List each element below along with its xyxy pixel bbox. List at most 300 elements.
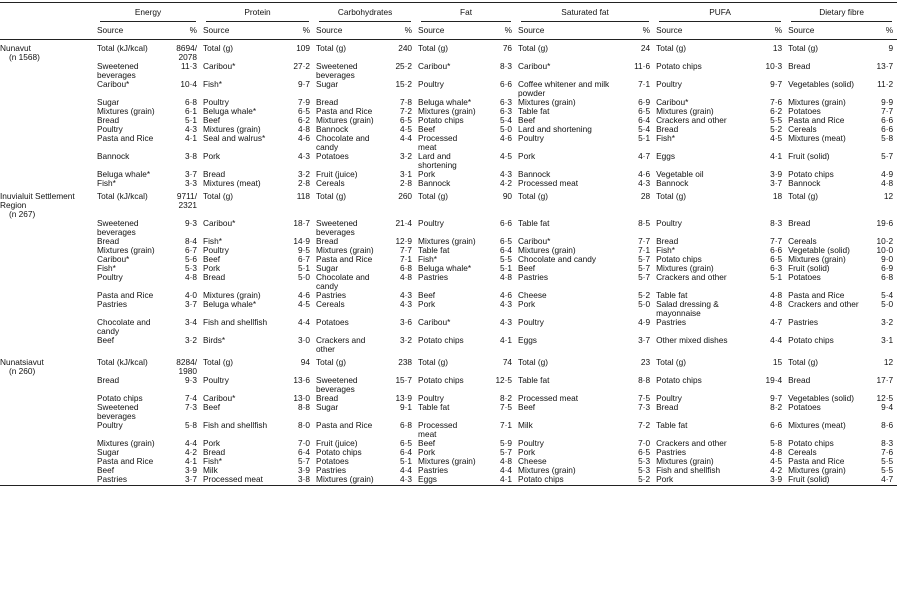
percent-cell: 6·8 (400, 421, 413, 430)
source-cell: Pastries (518, 273, 549, 282)
table-row (0, 300, 897, 318)
region-cell (0, 466, 95, 475)
percent-cell: 13·9 (395, 394, 413, 403)
percent-cell: 5·5 (770, 116, 783, 125)
source-cell: Poultry (97, 273, 123, 282)
region-cell (0, 237, 95, 246)
source-cell: Mixtures (grain) (314, 475, 390, 486)
percent-cell: 3·8 (286, 475, 314, 486)
percent-cell: 4·8 (400, 273, 413, 282)
region-cell (0, 300, 95, 318)
source-cell: Total (g) (316, 357, 347, 367)
percent-cell: 5·2 (628, 475, 654, 486)
percent-cell: 17·7 (876, 376, 894, 385)
percent-cell: 8·8 (638, 376, 651, 385)
percent-cell: 21·4 (395, 219, 413, 228)
source-cell: Processed meat (518, 179, 578, 188)
table-row (0, 219, 897, 237)
source-cell: Vegetables (solid) (788, 394, 855, 403)
source-cell: Beef (203, 403, 221, 412)
percent-cell: 5·1 (298, 264, 311, 273)
table-row (0, 255, 897, 264)
source-cell: Fish and shellfish (203, 421, 268, 430)
source-cell: Bread (788, 62, 811, 71)
percent-cell: 3·8 (185, 152, 198, 161)
percent-cell: 6·6 (500, 219, 513, 228)
source-cell: Pasta and Rice (97, 457, 154, 466)
percent-cell: 13·6 (293, 376, 311, 385)
source-cell: Pastries (97, 300, 127, 309)
source-cell: Total (kJ/kcal) (97, 43, 148, 53)
source-cell: Bannock (418, 179, 451, 188)
table-row (0, 336, 897, 354)
percent-cell: 6·8 (400, 264, 413, 273)
percent-cell: 27·2 (293, 62, 311, 71)
percent-cell: 8·6 (881, 421, 894, 430)
source-cell: Crackers and other (656, 273, 727, 282)
source-cell: Fruit (solid) (788, 152, 830, 161)
source-cell: Pork (203, 152, 221, 161)
table-row (0, 170, 897, 179)
percent-cell: 18·7 (293, 219, 311, 228)
table-row (0, 116, 897, 125)
percent-cell: 6·7 (185, 246, 198, 255)
source-cell: Fish* (203, 457, 222, 466)
percent-cell: 10·4 (180, 80, 198, 89)
percent-cell: 4·5 (770, 134, 783, 143)
source-cell: Pork (518, 152, 536, 161)
percent-cell: 5·7 (500, 448, 513, 457)
source-cell: Bread (788, 376, 811, 385)
percent-cell: 9 (888, 43, 894, 53)
source-cell: Sweetened beverages (316, 62, 358, 80)
percent-cell: 15·2 (395, 80, 413, 89)
source-cell: Poultry (203, 98, 229, 107)
percent-cell: 11·3 (181, 62, 198, 71)
source-cell: Total (g) (316, 191, 347, 201)
source-cell: Pork (518, 448, 536, 457)
percent-cell: 118 (296, 191, 311, 201)
source-cell: Pasta and Rice (316, 255, 373, 264)
percent-cell: 4·8 (881, 179, 894, 188)
percent-cell: 7·0 (638, 439, 651, 448)
source-cell: Chocolate and candy (518, 255, 597, 264)
source-cell: Caribou* (518, 237, 551, 246)
source-cell: Mixtures (meat) (788, 134, 846, 143)
source-cell: Total (g) (203, 191, 233, 201)
percent-cell: 9·1 (400, 403, 413, 412)
percent-cell: 109 (296, 43, 311, 53)
source-cell: Processed meat (418, 134, 458, 152)
region-cell (0, 421, 95, 439)
header-group-label: Carbohydrates (319, 3, 411, 22)
source-cell: Bread (97, 376, 120, 385)
source-cell: Total (g) (788, 357, 819, 367)
source-cell: Poultry (418, 394, 444, 403)
region-cell (0, 80, 95, 98)
source-cell: Fish* (203, 237, 222, 246)
source-cell: Pasta and Rice (788, 457, 845, 466)
table-row (0, 188, 897, 219)
table-header (0, 3, 897, 40)
percent-cell: 25·2 (395, 62, 413, 71)
source-cell: Coffee whitener and milk powder (518, 80, 610, 98)
percent-cell: 4·7 (638, 152, 651, 161)
percent-cell: 5·6 (185, 255, 198, 264)
source-cell: Fish* (203, 80, 222, 89)
percent-cell: 4·3 (390, 475, 416, 486)
source-cell: Mixtures (grain) (418, 237, 476, 246)
header-corner-sub (0, 22, 95, 40)
source-cell: Poultry (203, 246, 229, 255)
percent-cell: 3·1 (881, 336, 894, 345)
percent-cell: 4·4 (400, 466, 413, 475)
region-cell (0, 125, 95, 134)
percent-cell: 6·3 (770, 264, 783, 273)
source-cell: Sweetened beverages (97, 219, 139, 237)
source-cell: Total (kJ/kcal) (97, 357, 148, 367)
source-cell: Beef (418, 291, 436, 300)
percent-cell: 4·4 (400, 134, 413, 143)
percent-cell: 4·3 (638, 179, 651, 188)
header-source-label: Source (201, 22, 286, 40)
table-row (0, 439, 897, 448)
percent-cell: 5·2 (638, 291, 651, 300)
source-cell: Beef (203, 116, 221, 125)
source-cell: Pastries (418, 466, 449, 475)
percent-cell: 7·3 (185, 403, 198, 412)
source-cell: Beef (518, 116, 536, 125)
percent-cell: 5·8 (185, 421, 198, 430)
header-source-label: Source (416, 22, 490, 40)
percent-cell: 24 (640, 43, 651, 53)
header-percent-label: % (628, 22, 654, 40)
percent-cell: 5·0 (881, 300, 894, 309)
percent-cell: 4·1 (500, 336, 513, 345)
source-cell: Total (g) (788, 191, 819, 201)
percent-cell: 3·2 (400, 152, 413, 161)
source-cell: Sweetened beverages (97, 62, 139, 80)
source-cell: Mixtures (meat) (203, 179, 261, 188)
percent-cell: 7·6 (770, 98, 783, 107)
source-cell: Mixtures (meat) (788, 421, 846, 430)
source-cell: Beluga whale* (203, 300, 257, 309)
source-cell: Fish* (656, 134, 675, 143)
source-cell: Mixtures (grain) (203, 291, 261, 300)
source-cell: Pasta and Rice (316, 107, 373, 116)
percent-cell: 8·3 (500, 62, 513, 71)
source-cell: Caribou* (203, 219, 236, 228)
source-cell: Caribou* (97, 80, 130, 89)
table-row (0, 246, 897, 255)
percent-cell: 4·8 (770, 300, 783, 309)
source-cell: Chocolate and candy (316, 134, 370, 152)
region-cell (0, 116, 95, 125)
table-row (0, 80, 897, 98)
source-cell: Sweetened beverages (316, 376, 358, 394)
source-cell: Total (g) (518, 43, 549, 53)
percent-cell: 4·8 (500, 457, 513, 466)
header-group-label: PUFA (659, 3, 781, 22)
source-cell: Cereals (788, 448, 817, 457)
source-cell: Potatoes (788, 403, 821, 412)
source-cell: Pastries (95, 475, 173, 486)
header-group-label: Energy (100, 3, 196, 22)
percent-cell: 7·1 (500, 421, 513, 430)
percent-cell: 4·9 (638, 318, 651, 327)
percent-cell: 260 (398, 191, 413, 201)
source-cell: Total (g) (203, 357, 233, 367)
percent-cell: 4·6 (298, 291, 311, 300)
percent-cell: 6·9 (638, 98, 651, 107)
source-cell: Potato chips (656, 376, 702, 385)
header-group-3 (416, 3, 516, 23)
source-cell: Potatoes (788, 273, 821, 282)
percent-cell: 4·2 (770, 466, 783, 475)
source-cell: Eggs (518, 336, 537, 345)
source-cell: Pastries (656, 318, 687, 327)
source-cell: Sugar (97, 98, 120, 107)
source-cell: Caribou* (656, 98, 689, 107)
percent-cell: 7·5 (500, 403, 513, 412)
source-cell: Poultry (518, 134, 544, 143)
source-cell: Potatoes (316, 457, 349, 466)
table-row (0, 237, 897, 246)
percent-cell: 18 (772, 191, 783, 201)
table-row (0, 62, 897, 80)
region-section (0, 40, 897, 189)
source-cell: Total (g) (788, 43, 819, 53)
region-cell (0, 107, 95, 116)
region-name: Inuvialuit Settlement Region (0, 191, 75, 210)
percent-cell: 5·1 (638, 134, 651, 143)
source-cell: Milk (518, 421, 533, 430)
percent-cell: 5·2 (770, 125, 783, 134)
source-cell: Mixtures (grain) (788, 98, 846, 107)
source-cell: Bread (203, 170, 226, 179)
source-cell: Pork (654, 475, 760, 486)
percent-cell: 4·6 (298, 134, 311, 143)
source-cell: Bannock (316, 125, 349, 134)
region-cell (0, 152, 95, 170)
table-row (0, 107, 897, 116)
header-source-label: Source (786, 22, 870, 40)
percent-cell: 15 (772, 357, 783, 367)
source-cell: Poultry (418, 80, 444, 89)
percent-cell: 19·4 (765, 376, 783, 385)
percent-cell: 10·0 (876, 246, 894, 255)
source-cell: Fish* (656, 246, 675, 255)
percent-cell: 240 (398, 43, 413, 53)
percent-cell: 8284/ 1980 (176, 357, 198, 376)
source-cell: Bread (656, 237, 679, 246)
header-group-2 (314, 3, 416, 23)
source-cell: Birds* (203, 336, 226, 345)
percent-cell: 12·5 (495, 376, 513, 385)
source-cell: Beef (418, 125, 436, 134)
source-cell: Fruit (juice) (316, 170, 358, 179)
source-cell: Eggs (656, 152, 675, 161)
header-group-0 (95, 3, 201, 23)
percent-cell: 3·2 (881, 318, 894, 327)
percent-cell: 3·9 (298, 466, 311, 475)
region-cell (0, 40, 95, 63)
table-row (0, 475, 897, 486)
table-row (0, 457, 897, 466)
percent-cell: 10·2 (876, 237, 894, 246)
header-source-label: Source (95, 22, 173, 40)
percent-cell: 5·9 (500, 439, 513, 448)
source-cell: Total (g) (518, 357, 549, 367)
percent-cell: 12 (883, 191, 894, 201)
table-row (0, 40, 897, 63)
header-percent-label: % (390, 22, 416, 40)
source-cell: Beef (97, 336, 115, 345)
source-cell: Other mixed dishes (656, 336, 728, 345)
percent-cell: 23 (640, 357, 651, 367)
percent-cell: 4·4 (298, 318, 311, 327)
percent-cell: 9·5 (298, 246, 311, 255)
source-cell: Beluga whale* (418, 264, 472, 273)
percent-cell: 74 (502, 357, 513, 367)
percent-cell: 5·0 (638, 300, 651, 309)
source-cell: Beef (418, 439, 436, 448)
region-cell (0, 188, 95, 219)
percent-cell: 4·0 (185, 291, 198, 300)
region-cell (0, 439, 95, 448)
source-cell: Fish* (418, 255, 437, 264)
source-cell: Processed meat (518, 394, 578, 403)
source-cell: Total (g) (203, 43, 233, 53)
percent-cell: 3·0 (298, 336, 311, 345)
source-cell: Potato chips (788, 336, 834, 345)
header-group-row (0, 3, 897, 23)
percent-cell: 6·4 (500, 246, 513, 255)
source-cell: Crackers and other (316, 336, 366, 354)
source-cell: Mixtures (grain) (518, 98, 576, 107)
region-cell (0, 376, 95, 394)
source-cell: Bread (316, 98, 339, 107)
percent-cell: 5·3 (185, 264, 198, 273)
source-cell: Sugar (316, 264, 339, 273)
percent-cell: 6·5 (638, 448, 651, 457)
source-cell: Crackers and other (656, 439, 727, 448)
source-cell: Table fat (518, 219, 550, 228)
table-row (0, 318, 897, 336)
region-cell (0, 98, 95, 107)
source-cell: Cheese (518, 291, 547, 300)
source-cell: Poultry (656, 80, 682, 89)
percent-cell: 4·1 (770, 152, 783, 161)
percent-cell: 9·7 (770, 394, 783, 403)
source-cell: Poultry (656, 219, 682, 228)
percent-cell: 8694/ 2078 (176, 43, 198, 62)
source-cell: Potato chips (656, 255, 702, 264)
percent-cell: 3·2 (400, 336, 413, 345)
percent-cell: 11·6 (634, 62, 651, 71)
percent-cell: 4·7 (770, 318, 783, 327)
region-cell (0, 170, 95, 179)
percent-cell: 7·7 (638, 237, 651, 246)
percent-cell: 4·3 (185, 125, 198, 134)
percent-cell: 94 (300, 357, 311, 367)
source-cell: Sugar (316, 80, 339, 89)
source-cell: Pork (418, 300, 436, 309)
percent-cell: 3·7 (185, 170, 198, 179)
percent-cell: 6·5 (638, 107, 651, 116)
source-cell: Pastries (788, 318, 819, 327)
source-cell: Chocolate and candy (316, 273, 370, 291)
source-cell: Table fat (656, 421, 688, 430)
header-source-label: Source (314, 22, 390, 40)
percent-cell: 8·3 (770, 219, 783, 228)
percent-cell: 8·2 (500, 394, 513, 403)
percent-cell: 4·3 (500, 170, 513, 179)
source-cell: Poultry (97, 421, 123, 430)
percent-cell: 4·8 (770, 291, 783, 300)
percent-cell: 4·1 (490, 475, 516, 486)
source-cell: Pasta and Rice (316, 421, 373, 430)
region-cell (0, 255, 95, 264)
percent-cell: 6·3 (500, 107, 513, 116)
percent-cell: 4·4 (500, 466, 513, 475)
percent-cell: 4·5 (770, 457, 783, 466)
source-cell: Pasta and Rice (97, 134, 154, 143)
percent-cell: 4·3 (400, 291, 413, 300)
percent-cell: 7·8 (400, 98, 413, 107)
source-cell: Poultry (518, 439, 544, 448)
source-cell: Caribou* (518, 62, 551, 71)
percent-cell: 5·7 (881, 152, 894, 161)
source-cell: Pork (203, 264, 221, 273)
percent-cell: 6·4 (400, 448, 413, 457)
header-percent-label: % (286, 22, 314, 40)
percent-cell: 4·3 (400, 300, 413, 309)
percent-cell: 12·5 (876, 394, 894, 403)
source-cell: Mixtures (grain) (97, 246, 155, 255)
region-cell (0, 403, 95, 421)
source-cell: Bannock (788, 179, 821, 188)
header-percent-label: % (760, 22, 786, 40)
source-cell: Total (g) (418, 357, 449, 367)
percent-cell: 6·8 (881, 273, 894, 282)
region-cell (0, 246, 95, 255)
percent-cell: 3·1 (400, 170, 413, 179)
percent-cell: 9·3 (185, 219, 198, 228)
percent-cell: 5·8 (770, 439, 783, 448)
source-cell: Pastries (418, 273, 449, 282)
source-cell: Caribou* (418, 62, 451, 71)
percent-cell: 6·5 (500, 237, 513, 246)
source-cell: Cereals (316, 300, 345, 309)
table-row (0, 376, 897, 394)
table-row (0, 264, 897, 273)
source-cell: Pasta and Rice (788, 291, 845, 300)
source-cell: Potato chips (418, 376, 464, 385)
percent-cell: 6·9 (881, 264, 894, 273)
table-row (0, 291, 897, 300)
source-cell: Bread (316, 394, 339, 403)
region-sample-size: (n 1568) (9, 52, 40, 62)
table-row (0, 98, 897, 107)
table-row (0, 421, 897, 439)
header-group-label: Protein (206, 3, 309, 22)
percent-cell: 5·4 (881, 291, 894, 300)
source-cell: Crackers and other (656, 116, 727, 125)
source-cell: Bread (203, 448, 226, 457)
percent-cell: 4·9 (881, 170, 894, 179)
source-cell: Vegetables (solid) (788, 80, 855, 89)
